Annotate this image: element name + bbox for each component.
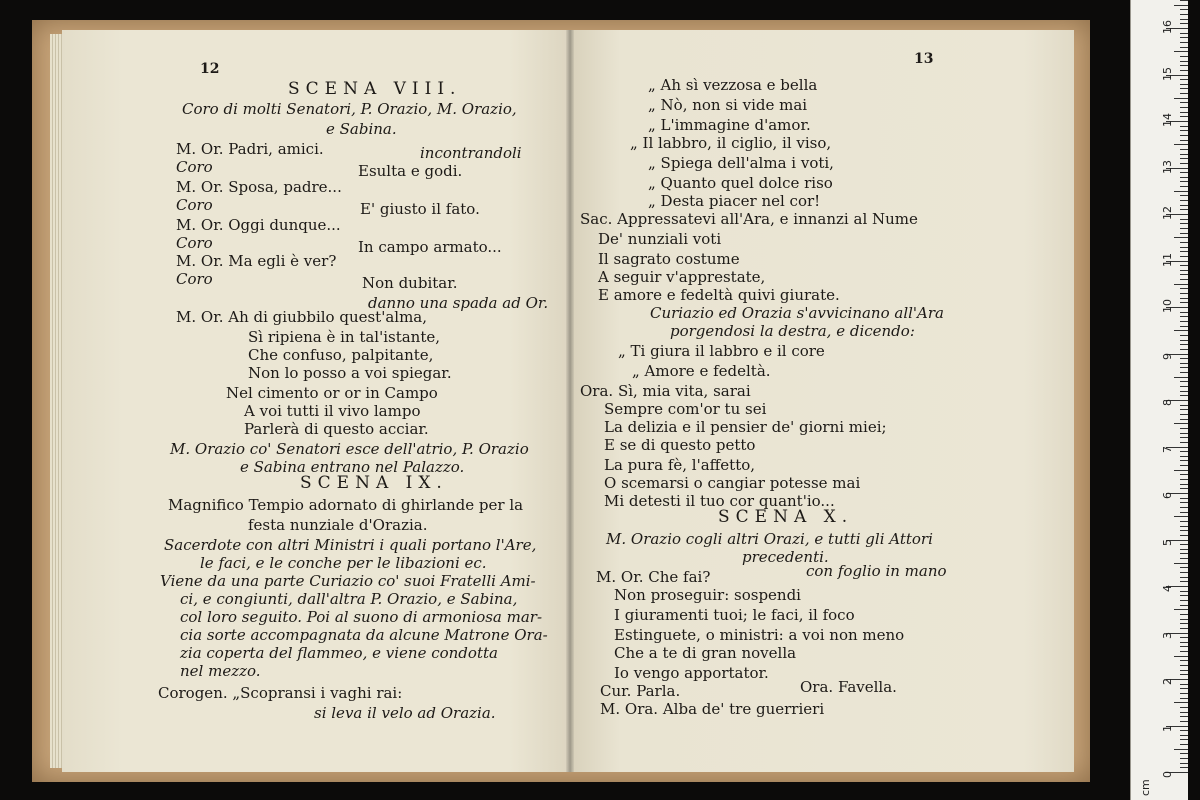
- ruler-tick: [1180, 274, 1188, 275]
- ruler-tick: [1180, 340, 1188, 341]
- ruler-tick: [1180, 270, 1188, 271]
- ruler-tick: [1180, 228, 1188, 229]
- ruler-label: 0: [1161, 771, 1174, 778]
- ruler-tick: [1180, 651, 1188, 652]
- ruler-tick: [1180, 433, 1188, 434]
- ruler-tick: [1180, 758, 1188, 759]
- ruler-label: 8: [1161, 399, 1174, 406]
- book-gutter: [566, 30, 574, 772]
- ruler-tick: [1180, 460, 1188, 461]
- left-line: Magnifico Tempio adornato di ghirlande per la: [168, 496, 524, 514]
- ruler-tick: [1180, 428, 1188, 429]
- ruler-tick: [1180, 595, 1188, 596]
- ruler-tick: [1180, 265, 1188, 266]
- left-line: si leva il velo ad Orazia.: [314, 704, 496, 722]
- ruler-tick: [1180, 321, 1188, 322]
- ruler-tick: [1180, 381, 1188, 382]
- ruler-tick: [1180, 344, 1188, 345]
- ruler-tick: [1180, 442, 1188, 443]
- ruler-tick: [1180, 688, 1188, 689]
- ruler-tick: [1180, 474, 1188, 475]
- left-line: Esulta e godi.: [358, 162, 463, 180]
- ruler-tick: [1180, 395, 1188, 396]
- ruler-tick: [1180, 386, 1188, 387]
- ruler-tick: [1180, 619, 1188, 620]
- ruler-tick: [1180, 767, 1188, 768]
- left-line: Non lo posso a voi spiegar.: [248, 364, 452, 382]
- ruler-tick: [1174, 470, 1188, 471]
- ruler-label: 1: [1161, 724, 1174, 732]
- left-line: SCENA IX.: [300, 473, 448, 493]
- ruler-tick: [1180, 23, 1188, 24]
- left-line: Sì ripiena è in tal'istante,: [248, 328, 441, 346]
- ruler-tick: [1180, 219, 1188, 220]
- ruler-label: 7: [1161, 445, 1174, 453]
- ruler-tick: [1180, 414, 1188, 415]
- right-line: O scemarsi o cangiar potesse mai: [604, 474, 861, 492]
- ruler-tick: [1180, 233, 1188, 234]
- right-line: „ Spiega dell'alma i voti,: [648, 154, 834, 172]
- left-line: Sacerdote con altri Ministri i quali portano l'Are,: [164, 536, 537, 554]
- left-line: Coro di molti Senatori, P. Orazio, M. Orazio,: [182, 100, 517, 118]
- ruler-label: 2: [1161, 678, 1174, 685]
- ruler-tick: [1174, 702, 1188, 703]
- right-line: „ Nò, non si vide mai: [648, 96, 808, 114]
- left-line: zia coperta del flammeo, e viene condotta: [180, 644, 498, 662]
- ruler-tick: [1180, 684, 1188, 685]
- scene-viii-heading: SCENA VIII.: [288, 79, 462, 99]
- ruler-tick: [1180, 581, 1188, 582]
- ruler-tick: [1180, 488, 1188, 489]
- left-line: festa nunziale d'Orazia.: [248, 516, 428, 534]
- ruler-tick: [1180, 391, 1188, 392]
- ruler-tick: [1180, 693, 1188, 694]
- ruler-tick: [1180, 665, 1188, 666]
- ruler-tick: [1180, 614, 1188, 615]
- ruler-tick: [1180, 721, 1188, 722]
- ruler-tick: [1180, 521, 1188, 522]
- right-line: Estinguete, o ministri: a voi non meno: [614, 626, 905, 644]
- ruler-tick: [1180, 358, 1188, 359]
- ruler-tick: [1180, 484, 1188, 485]
- ruler-tick: [1174, 5, 1188, 6]
- right-line: Sac. Appressatevi all'Ara, e innanzi al Nume: [580, 210, 918, 228]
- ruler-label: 16: [1161, 20, 1174, 34]
- ruler-tick: [1180, 674, 1188, 675]
- right-line: E se di questo petto: [604, 436, 756, 454]
- right-line: I giuramenti tuoi; le faci, il foco: [614, 606, 855, 624]
- ruler-tick: [1180, 42, 1188, 43]
- ruler-tick: [1180, 553, 1188, 554]
- right-line: Non proseguir: sospendi: [614, 586, 801, 604]
- left-line: danno una spada ad Or.: [368, 294, 549, 312]
- left-line: A voi tutti il vivo lampo: [244, 402, 421, 420]
- right-line: „ Desta piacer nel cor!: [648, 192, 821, 210]
- ruler-tick: [1174, 330, 1188, 331]
- right-line: con foglio in mano: [806, 562, 947, 580]
- ruler-tick: [1180, 312, 1188, 313]
- ruler-tick: [1180, 670, 1188, 671]
- ruler-tick: [1180, 512, 1188, 513]
- ruler-tick: [1180, 623, 1188, 624]
- ruler-label: 13: [1161, 159, 1174, 174]
- ruler-tick: [1174, 144, 1188, 145]
- left-line: Coro: [176, 270, 213, 288]
- ruler-tick: [1180, 628, 1188, 629]
- ruler-label: 12: [1161, 206, 1174, 220]
- ruler-tick: [1180, 316, 1188, 317]
- ruler-tick: [1180, 186, 1188, 187]
- left-line: e Sabina.: [326, 120, 397, 138]
- left-line: Non dubitar.: [362, 274, 458, 292]
- left-line: M. Or. Padri, amici.: [176, 140, 324, 158]
- left-page-number: 12: [200, 61, 220, 77]
- right-line: porgendosi la destra, e dicendo:: [670, 322, 915, 340]
- ruler-tick: [1180, 293, 1188, 294]
- left-line: Parlerà di questo acciar.: [244, 420, 429, 438]
- ruler-tick: [1180, 88, 1188, 89]
- ruler-tick: [1174, 191, 1188, 192]
- left-line: M. Or. Ma egli è ver?: [176, 252, 337, 270]
- ruler-tick: [1174, 423, 1188, 424]
- ruler-label: 4: [1161, 585, 1174, 592]
- ruler-tick: [1180, 140, 1188, 141]
- ruler-tick: [1180, 437, 1188, 438]
- right-line: Ora. Favella.: [800, 678, 897, 696]
- ruler-tick: [1180, 642, 1188, 643]
- right-line: M. Orazio cogli altri Orazi, e tutti gli Attori: [606, 530, 933, 548]
- right-line: Ora. Sì, mia vita, sarai: [580, 382, 751, 400]
- right-line: De' nunziali voti: [598, 230, 722, 248]
- right-line: La pura fè, l'affetto,: [604, 456, 756, 474]
- ruler-tick: [1180, 251, 1188, 252]
- left-line: e Sabina entrano nel Palazzo.: [240, 458, 465, 476]
- right-line: A seguir v'apprestate,: [598, 268, 766, 286]
- ruler-tick: [1180, 577, 1188, 578]
- ruler-tick: [1180, 298, 1188, 299]
- left-line: M. Orazio co' Senatori esce dell'atrio, P. Orazio: [170, 440, 529, 458]
- right-line: Mi detesti il tuo cor quant'io...: [604, 492, 835, 510]
- left-line: incontrandoli: [420, 144, 522, 162]
- ruler-tick: [1180, 163, 1188, 164]
- left-line: Coro: [176, 234, 213, 252]
- ruler-tick: [1180, 33, 1188, 34]
- ruler-tick: [1180, 372, 1188, 373]
- ruler-tick: [1174, 609, 1188, 610]
- left-line: Nel cimento or or in Campo: [226, 384, 438, 402]
- ruler-tick: [1180, 84, 1188, 85]
- ruler-tick: [1180, 14, 1188, 15]
- right-line: „ Amore e fedeltà.: [632, 362, 771, 380]
- left-line: Coro: [176, 158, 213, 176]
- ruler-tick: [1180, 247, 1188, 248]
- ruler-tick: [1180, 61, 1188, 62]
- ruler-tick: [1180, 707, 1188, 708]
- ruler-tick: [1174, 377, 1188, 378]
- ruler-label: 5: [1161, 538, 1174, 546]
- ruler-label: 6: [1161, 492, 1174, 499]
- ruler-tick: [1180, 56, 1188, 57]
- ruler-tick: [1180, 177, 1188, 178]
- ruler-tick: [1180, 256, 1188, 257]
- ruler-tick: [1180, 763, 1188, 764]
- ruler-label: 14: [1161, 113, 1174, 127]
- ruler-label: 3: [1161, 631, 1174, 639]
- ruler-tick: [1180, 451, 1188, 452]
- right-line: M. Ora. Alba de' tre guerrieri: [600, 700, 825, 718]
- ruler-tick: [1180, 326, 1188, 327]
- ruler-tick: [1180, 93, 1188, 94]
- ruler-tick: [1180, 65, 1188, 66]
- right-line: „ Ti giura il labbro e il core: [618, 342, 825, 360]
- ruler-tick: [1180, 409, 1188, 410]
- ruler-tick: [1180, 158, 1188, 159]
- ruler-tick: [1180, 349, 1188, 350]
- ruler-tick: [1180, 116, 1188, 117]
- ruler-tick: [1180, 9, 1188, 10]
- right-line: „ Quanto quel dolce riso: [648, 174, 833, 192]
- ruler-tick: [1180, 363, 1188, 364]
- ruler-tick: [1180, 47, 1188, 48]
- ruler-tick: [1180, 302, 1188, 303]
- ruler-tick: [1180, 126, 1188, 127]
- left-line: E' giusto il fato.: [360, 200, 480, 218]
- ruler-tick: [1180, 549, 1188, 550]
- ruler-tick: [1180, 716, 1188, 717]
- left-line: M. Or. Ah di giubbilo quest'alma,: [176, 308, 428, 326]
- ruler-tick: [1180, 242, 1188, 243]
- ruler-tick: [1174, 284, 1188, 285]
- ruler-tick: [1180, 465, 1188, 466]
- ruler-tick: [1174, 51, 1188, 52]
- left-line: cia sorte accompagnata da alcune Matrone Ora-: [180, 626, 548, 644]
- right-line: Io vengo apportator.: [614, 664, 769, 682]
- ruler-unit-label: cm: [1139, 779, 1152, 796]
- ruler-tick: [1180, 79, 1188, 80]
- ruler-tick: [1180, 37, 1188, 38]
- right-line: Il sagrato costume: [598, 250, 740, 268]
- right-line: La delizia e il pensier de' giorni miei;: [604, 418, 887, 436]
- right-line: SCENA X.: [718, 507, 854, 527]
- ruler-tick: [1174, 237, 1188, 238]
- left-line: nel mezzo.: [180, 662, 261, 680]
- right-line: E amore e fedeltà quivi giurate.: [598, 286, 840, 304]
- left-line: Viene da una parte Curiazio co' suoi Fratelli Ami-: [160, 572, 536, 590]
- ruler-tick: [1180, 456, 1188, 457]
- right-line: „ Il labbro, il ciglio, il viso,: [630, 134, 832, 152]
- ruler-tick: [1180, 279, 1188, 280]
- ruler-tick: [1174, 656, 1188, 657]
- right-line: precedenti.: [742, 548, 829, 566]
- ruler-tick: [1180, 660, 1188, 661]
- ruler-tick: [1180, 730, 1188, 731]
- ruler-tick: [1180, 172, 1188, 173]
- ruler-tick: [1180, 502, 1188, 503]
- ruler-tick: [1180, 544, 1188, 545]
- ruler-tick: [1180, 107, 1188, 108]
- ruler-tick: [1180, 739, 1188, 740]
- ruler-tick: [1180, 112, 1188, 113]
- ruler-label: 15: [1161, 66, 1174, 81]
- left-line: col loro seguito. Poi al suono di armoniosa mar-: [180, 608, 543, 626]
- ruler-tick: [1180, 646, 1188, 647]
- ruler-tick: [1180, 149, 1188, 150]
- ruler-tick: [1180, 744, 1188, 745]
- ruler-tick: [1180, 507, 1188, 508]
- ruler-tick: [1180, 19, 1188, 20]
- ruler-tick: [1180, 567, 1188, 568]
- left-line: M. Or. Sposa, padre...: [176, 178, 342, 196]
- left-line: In campo armato...: [358, 238, 502, 256]
- ruler-tick: [1180, 130, 1188, 131]
- ruler-tick: [1174, 563, 1188, 564]
- right-line: „ Ah sì vezzosa e bella: [648, 76, 818, 94]
- measuring-ruler: [1130, 0, 1188, 800]
- ruler-tick: [1180, 135, 1188, 136]
- ruler-tick: [1180, 200, 1188, 201]
- ruler-tick: [1180, 712, 1188, 713]
- left-line: Corogen. „Scopransi i vaghi rai:: [158, 684, 403, 702]
- right-page-number: 13: [914, 51, 934, 67]
- ruler-tick: [1180, 102, 1188, 103]
- ruler-tick: [1180, 288, 1188, 289]
- left-line: M. Or. Oggi dunque...: [176, 216, 341, 234]
- left-line: ci, e congiunti, dall'altra P. Orazio, e Sabina,: [180, 590, 518, 608]
- ruler-tick: [1180, 535, 1188, 536]
- left-line: Coro: [176, 196, 213, 214]
- right-line: Che a te di gran novella: [614, 644, 797, 662]
- ruler-tick: [1180, 335, 1188, 336]
- ruler-tick: [1180, 558, 1188, 559]
- ruler-tick: [1180, 195, 1188, 196]
- ruler-tick: [1180, 405, 1188, 406]
- ruler-tick: [1180, 209, 1188, 210]
- ruler-tick: [1180, 479, 1188, 480]
- ruler-tick: [1180, 526, 1188, 527]
- ruler-tick: [1180, 591, 1188, 592]
- ruler-tick: [1180, 753, 1188, 754]
- right-line: Sempre com'or tu sei: [604, 400, 767, 418]
- ruler-tick: [1180, 70, 1188, 71]
- ruler-tick: [1180, 735, 1188, 736]
- ruler-tick: [1180, 154, 1188, 155]
- ruler-label: 9: [1161, 352, 1174, 360]
- ruler-tick: [1180, 600, 1188, 601]
- ruler-tick: [1180, 223, 1188, 224]
- ruler-tick: [1180, 0, 1188, 1]
- ruler-tick: [1180, 181, 1188, 182]
- ruler-tick: [1180, 637, 1188, 638]
- right-line: M. Or. Che fai?: [596, 568, 711, 586]
- right-line: Curiazio ed Orazia s'avvicinano all'Ara: [650, 304, 944, 322]
- ruler-tick: [1180, 367, 1188, 368]
- left-line: le faci, e le conche per le libazioni ec.: [200, 554, 487, 572]
- ruler-tick: [1180, 698, 1188, 699]
- right-line: Cur. Parla.: [600, 682, 681, 700]
- ruler-label: 11: [1161, 252, 1174, 267]
- ruler-tick: [1180, 572, 1188, 573]
- ruler-tick: [1174, 749, 1188, 750]
- ruler-tick: [1174, 98, 1188, 99]
- left-line: Che confuso, palpitante,: [248, 346, 434, 364]
- ruler-tick: [1180, 205, 1188, 206]
- ruler-tick: [1180, 419, 1188, 420]
- ruler-tick: [1180, 498, 1188, 499]
- ruler-label: 10: [1161, 299, 1174, 313]
- ruler-tick: [1180, 605, 1188, 606]
- ruler-tick: [1174, 516, 1188, 517]
- ruler-tick: [1180, 530, 1188, 531]
- right-line: „ L'immagine d'amor.: [648, 116, 811, 134]
